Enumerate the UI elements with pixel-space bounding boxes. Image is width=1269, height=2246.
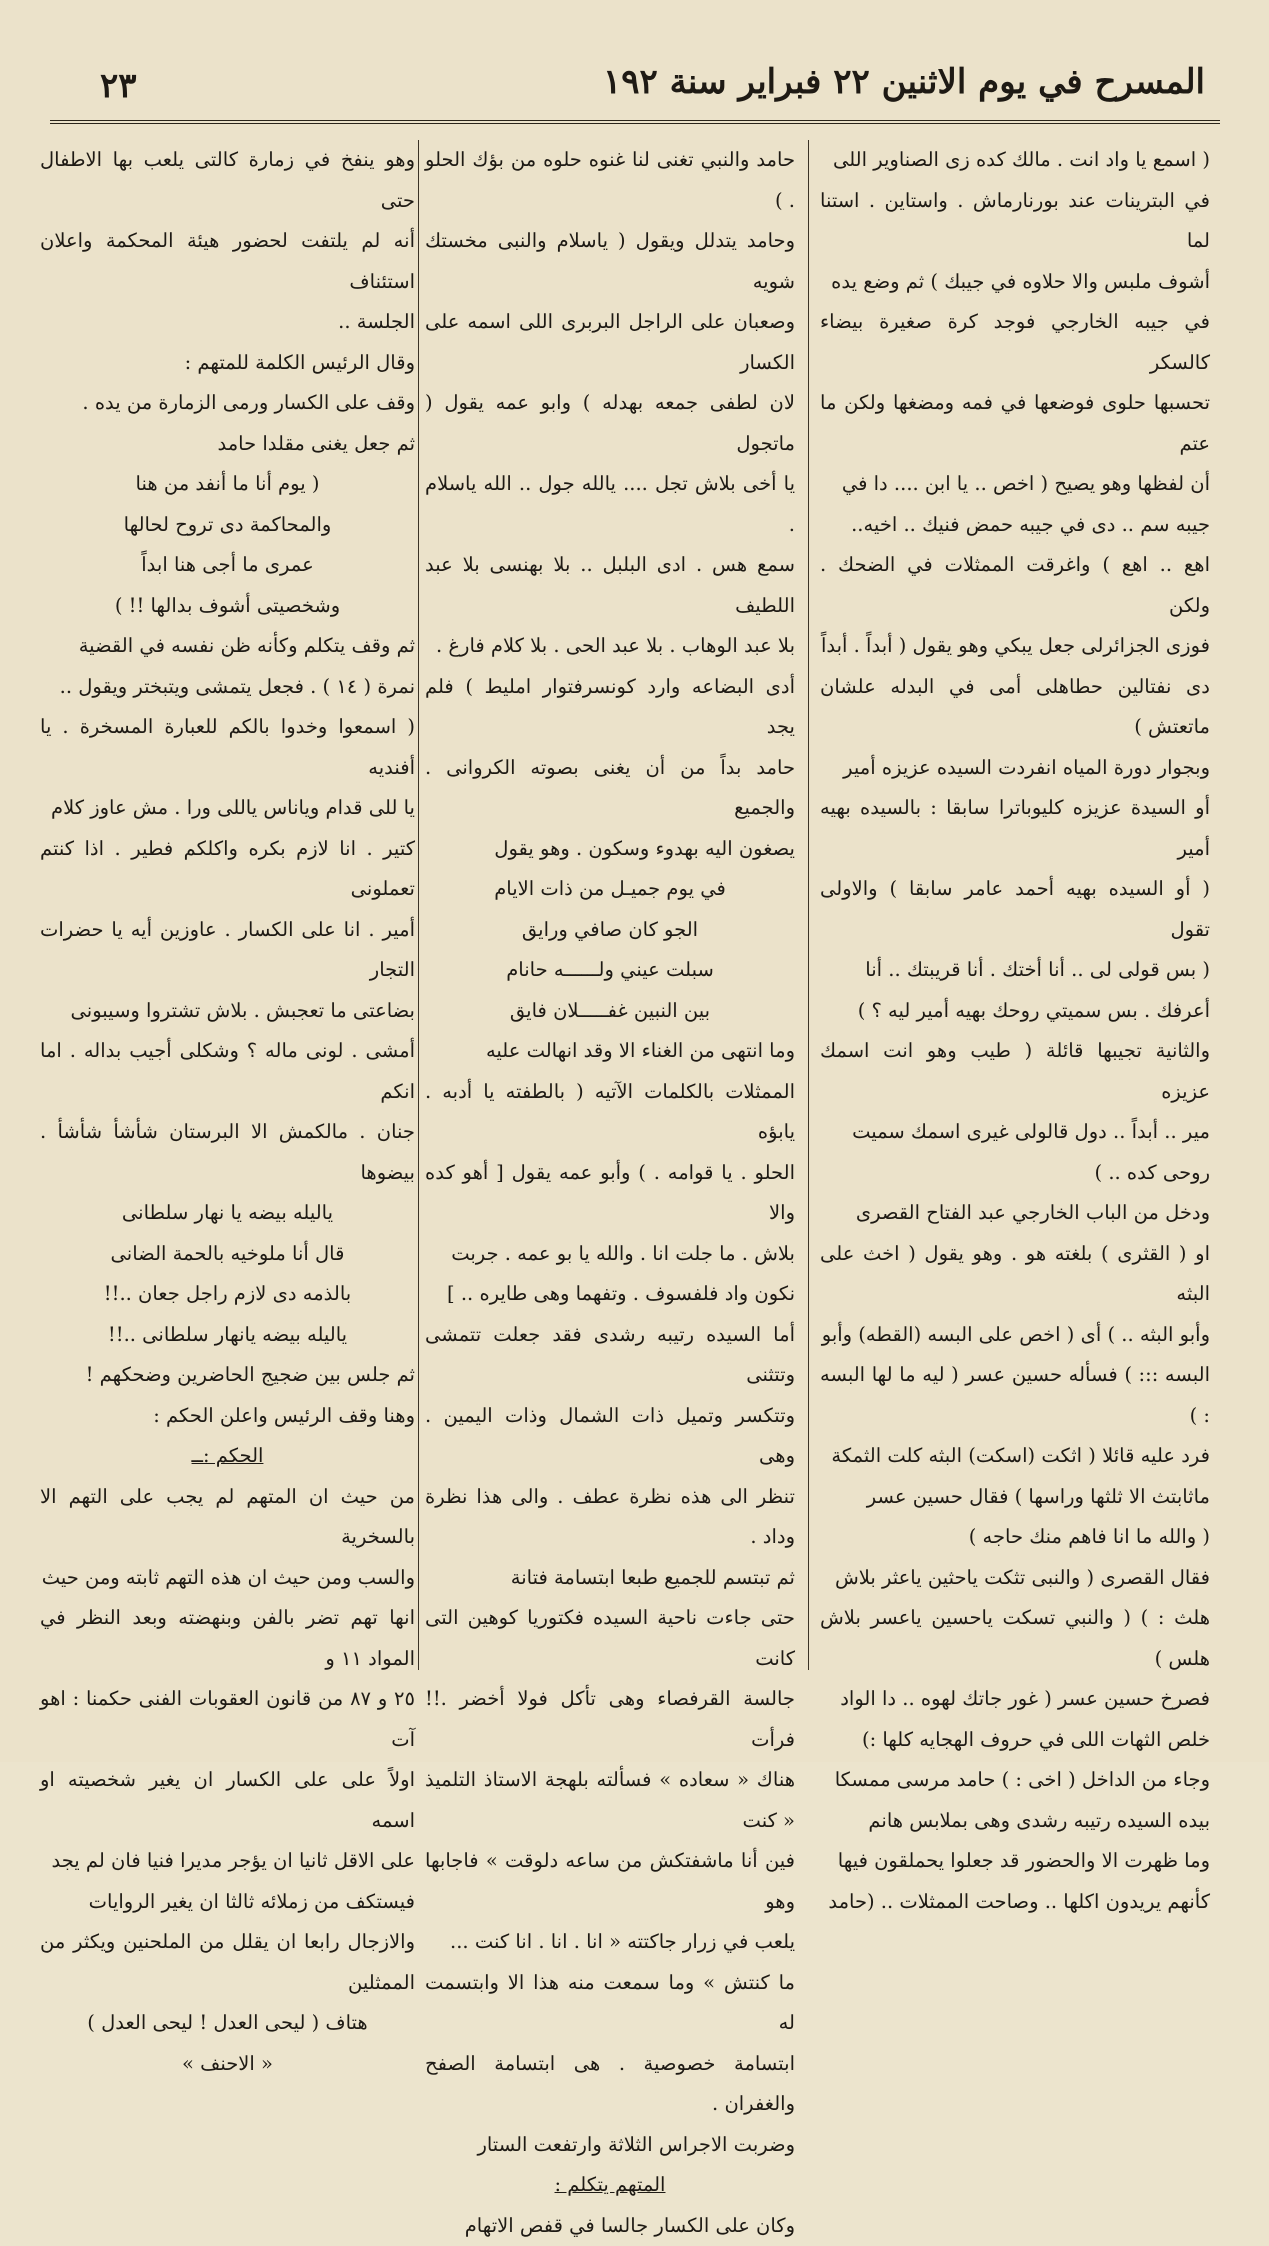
text-line: الجلسة .. — [40, 302, 415, 343]
text-line: حتى جاءت ناحية السيده فكتوريا كوهين التى كانت — [425, 1598, 795, 1679]
text-line: سمع هس . ادى البلبل .. بلا بهنسى بلا عبد اللطيف — [425, 545, 795, 626]
text-line: ماثابتث الا ثلثها وراسها ) فقال حسين عسر — [820, 1477, 1210, 1518]
text-line: ( والله ما انا فاهم منك حاجه ) — [820, 1517, 1210, 1558]
poem-line: بين النبين غفـــــلان فايق — [425, 991, 795, 1032]
text-line: وقف على الكسار ورمى الزمارة من يده . — [40, 383, 415, 424]
text-line: كأنهم يريدون اكلها .. وصاحت الممثلات .. (حامد — [820, 1882, 1210, 1923]
text-line: نكون واد فلفسوف . وتفهما وهى طايره .. ] — [425, 1274, 795, 1315]
text-line: نمرة ( ١٤ ) . فجعل يتمشى ويتبختر ويقول .. — [40, 667, 415, 708]
column-divider — [808, 140, 809, 1670]
text-line: والسب ومن حيث ان هذه التهم ثابته ومن حيث — [40, 1558, 415, 1599]
text-line: ( بس قولى لى .. أنا أختك . أنا قريبتك .. أنا — [820, 950, 1210, 991]
text-line: ثم جلس بين ضجيج الحاضرين وضحكهم ! — [40, 1355, 415, 1396]
text-line: جنان . مالكمش الا البرستان شأشأ شأشأ . بيضوها — [40, 1112, 415, 1193]
text-line: فين أنا ماشفتكش من ساعه دلوقت » فاجابها وهو — [425, 1841, 795, 1922]
text-line: يا للى قدام وياناس ياللى ورا . مش عاوز كلام — [40, 788, 415, 829]
poem-line: الجو كان صافي ورايق — [425, 910, 795, 951]
text-line: هناك « سعاده » فسألته بلهجة الاستاذ التلميذ « كنت — [425, 1760, 795, 1841]
text-line: وما انتهى من الغناء الا وقد انهالت عليه — [425, 1031, 795, 1072]
text-line: يا أخى بلاش تجل .... يالله جول .. الله ياسلام . — [425, 464, 795, 545]
text-line: يصغون اليه بهدوء وسكون . وهو يقول — [425, 829, 795, 870]
text-line: يلعب في زرار جاكتته « انا . انا . انا كنت ... — [425, 1922, 795, 1963]
text-line: اهع .. اهع ) واغرقت الممثلات في الضحك . ولكن — [820, 545, 1210, 626]
text-line: أن لفظها وهو يصيح ( اخص .. يا ابن .... دا في — [820, 464, 1210, 505]
page-header — [60, 58, 1215, 118]
text-line: انها تهم تضر بالفن وبنهضته وبعد النظر في المواد ١١ و — [40, 1598, 415, 1679]
text-line: ابتسامة خصوصية . هى ابتسامة الصفح والغفران . — [425, 2044, 795, 2125]
text-line: وكان على الكسار جالسا في قفص الاتهام — [425, 2206, 795, 2246]
text-line: وصعبان على الراجل البربرى اللى اسمه على الكسار — [425, 302, 795, 383]
text-line: على الاقل ثانيا ان يؤجر مديرا فنيا فان لم يجد — [40, 1841, 415, 1882]
poem-line: بالذمه دى لازم راجل جعان ..!! — [40, 1274, 415, 1315]
text-line: ما كنتش » وما سمعت منه هذا الا وابتسمت له — [425, 1963, 795, 2044]
text-line: كتير . انا لازم بكره واكلكم فطير . اذا كنتم تعملونى — [40, 829, 415, 910]
text-line: حامد بداً من أن يغنى بصوته الكروانى . والجميع — [425, 748, 795, 829]
text-line: هتاف ( ليحى العدل ! ليحى العدل ) — [40, 2003, 415, 2044]
poem-line: والمحاكمة دى تروح لحالها — [40, 505, 415, 546]
text-line: أمشى . لونى ماله ؟ وشكلى أجيب بداله . اما انكم — [40, 1031, 415, 1112]
text-line: أنه لم يلتفت لحضور هيئة المحكمة واعلان استئناف — [40, 221, 415, 302]
text-line: البسه ::: ) فسأله حسين عسر ( ليه ما لها البسه : ) — [820, 1355, 1210, 1436]
text-line: بضاعتى ما تعجبش . بلاش تشتروا وسيبونى — [40, 991, 415, 1032]
poem-line: قال أنا ملوخيه بالحمة الضانى — [40, 1234, 415, 1275]
article-column-middle — [425, 140, 795, 1665]
column-divider — [418, 140, 419, 1670]
text-line: تحسبها حلوى فوضعها في فمه ومضغها ولكن ما عتم — [820, 383, 1210, 464]
text-line: وجاء من الداخل ( اخى : ) حامد مرسى ممسكا — [820, 1760, 1210, 1801]
text-line: هلث : ) ( والنبي تسكت ياحسين ياعسر بلاش هلس ) — [820, 1598, 1210, 1679]
text-line: بيده السيده رتيبه رشدى وهى بملابس هانم — [820, 1801, 1210, 1842]
text-line: أمير . انا على الكسار . عاوزين أيه يا حضرات التجار — [40, 910, 415, 991]
text-line: الممثلات بالكلمات الآتيه ( بالطفته يا أدبه . يابؤه — [425, 1072, 795, 1153]
text-line: ( اسمع يا واد انت . مالك كده زى الصناوير اللى — [820, 140, 1210, 181]
text-line: والازجال رابعا ان يقلل من الملحنين ويكثر من الممثلين — [40, 1922, 415, 2003]
text-line: تنظر الى هذه نظرة عطف . والى هذا نظرة وداد . — [425, 1477, 795, 1558]
text-line: وضربت الاجراس الثلاثة وارتفعت الستار — [425, 2125, 795, 2166]
article-column-left — [40, 140, 415, 1665]
text-line: فوزى الجزائرلى جعل يبكي وهو يقول ( أبداً . أبداً — [820, 626, 1210, 667]
text-line: دى نفتالين حطاهلى أمى في البدله علشان ماتعتش ) — [820, 667, 1210, 748]
poem-line: سبلت عيني ولــــــه حانام — [425, 950, 795, 991]
text-line: فصرخ حسين عسر ( غور جاتك لهوه .. دا الواد — [820, 1679, 1210, 1720]
text-line: ثم جعل يغنى مقلدا حامد — [40, 424, 415, 465]
text-line: اولاً على على الكسار ان يغير شخصيته او اسمه — [40, 1760, 415, 1841]
text-line: خلص الثهات اللى في حروف الهجايه كلها :) — [820, 1720, 1210, 1761]
text-line: او ( القثرى ) بلغته هو . وهو يقول ( اخث على البثه — [820, 1234, 1210, 1315]
poem-line: عمرى ما أجى هنا ابداً — [40, 545, 415, 586]
text-line: وحامد يتدلل ويقول ( ياسلام والنبى مخستك شويه — [425, 221, 795, 302]
text-line: أشوف ملبس والا حلاوه في جيبك ) ثم وضع يده — [820, 262, 1210, 303]
text-line: فقال القصرى ( والنبى تثكت ياحثين ياعثر بلاش — [820, 1558, 1210, 1599]
text-line: وتتكسر وتميل ذات الشمال وذات اليمين . وهى — [425, 1396, 795, 1477]
page-title: المسرح في يوم الاثنين ٢٢ فبراير سنة ١٩٢ — [603, 62, 1205, 102]
text-line: الحلو . يا قوامه . ) وأبو عمه يقول [ أهو كده والا — [425, 1153, 795, 1234]
poem-line: وشخصيتى أشوف بدالها !! ) — [40, 586, 415, 627]
text-line: من حيث ان المتهم لم يجب على التهم الا بالسخرية — [40, 1477, 415, 1558]
text-line: فيستكف من زملائه ثالثا ان يغير الروايات — [40, 1882, 415, 1923]
text-line: وبجوار دورة المياه انفردت السيده عزيزه أمير — [820, 748, 1210, 789]
poem-line: ياليله بيضه يانهار سلطانى ..!! — [40, 1315, 415, 1356]
section-heading: المتهم يتكلم : — [425, 2165, 795, 2206]
text-line: روحى كده .. ) — [820, 1153, 1210, 1194]
text-line: وما ظهرت الا والحضور قد جعلوا يحملقون فيها — [820, 1841, 1210, 1882]
poem-line: في يوم جميـل من ذات الايام — [425, 869, 795, 910]
text-line: ( اسمعوا وخدوا بالكم للعبارة المسخرة . يا أفنديه — [40, 707, 415, 788]
text-line: مير .. أبداً .. دول قالولى غيرى اسمك سميت — [820, 1112, 1210, 1153]
text-line: جيبه سم .. دى في جيبه حمض فنيك .. اخيه.. — [820, 505, 1210, 546]
text-line: ثم وقف يتكلم وكأنه ظن نفسه في القضية — [40, 626, 415, 667]
poem-line: ( يوم أنا ما أنفد من هنا — [40, 464, 415, 505]
text-line: ثم تبتسم للجميع طبعا ابتسامة فتانة — [425, 1558, 795, 1599]
text-line: وهو ينفخ في زمارة كالتى يلعب بها الاطفال حتى — [40, 140, 415, 221]
header-rule — [50, 120, 1220, 124]
text-line: فرد عليه قائلا ( اثكت (اسكت) البثه كلت الثمكة — [820, 1436, 1210, 1477]
text-line: والثانية تجيبها قائلة ( طيب وهو انت اسمك عزيزه — [820, 1031, 1210, 1112]
article-column-right — [820, 140, 1210, 1665]
text-line: ( أو السيده بهيه أحمد عامر سابقا ) والاولى تقول — [820, 869, 1210, 950]
poem-line: ياليله بيضه يا نهار سلطانى — [40, 1193, 415, 1234]
text-line: بلا عبد الوهاب . بلا عبد الحى . بلا كلام فارغ . — [425, 626, 795, 667]
author-signature: « الاحنف » — [40, 2044, 415, 2085]
text-line: حامد والنبي تغنى لنا غنوه حلوه من بؤك الحلو . ) — [425, 140, 795, 221]
text-line: أو السيدة عزيزه كليوباترا سابقا : بالسيده بهيه أمير — [820, 788, 1210, 869]
text-line: ودخل من الباب الخارجي عبد الفتاح القصرى — [820, 1193, 1210, 1234]
section-heading: الحكم :ــ — [40, 1436, 415, 1477]
text-line: في جيبه الخارجي فوجد كرة صغيرة بيضاء كالسكر — [820, 302, 1210, 383]
text-line: ٢٥ و ٨٧ من قانون العقوبات الفنى حكمنا : اهو آت — [40, 1679, 415, 1760]
text-line: وهنا وقف الرئيس واعلن الحكم : — [40, 1396, 415, 1437]
text-line: أعرفك . بس سميتي روحك بهيه أمير ليه ؟ ) — [820, 991, 1210, 1032]
text-line: لان لطفى جمعه بهدله ) وابو عمه يقول ( ماتجول — [425, 383, 795, 464]
text-line: جالسة القرفصاء وهى تأكل فولا أخضر .!! فرأت — [425, 1679, 795, 1760]
text-line: وأبو البثه .. ) أى ( اخص على البسه (القطه) وأبو — [820, 1315, 1210, 1356]
text-line: وقال الرئيس الكلمة للمتهم : — [40, 343, 415, 384]
text-line: بلاش . ما جلت انا . والله يا بو عمه . جربت — [425, 1234, 795, 1275]
text-line: في البترينات عند بورنارماش . واستاين . استنا لما — [820, 181, 1210, 262]
page-number: ٢٣ — [100, 66, 137, 106]
text-line: أما السيده رتيبه رشدى فقد جعلت تتمشى وتتثنى — [425, 1315, 795, 1396]
text-line: أدى البضاعه وارد كونسرفتوار امليط ) فلم يجد — [425, 667, 795, 748]
